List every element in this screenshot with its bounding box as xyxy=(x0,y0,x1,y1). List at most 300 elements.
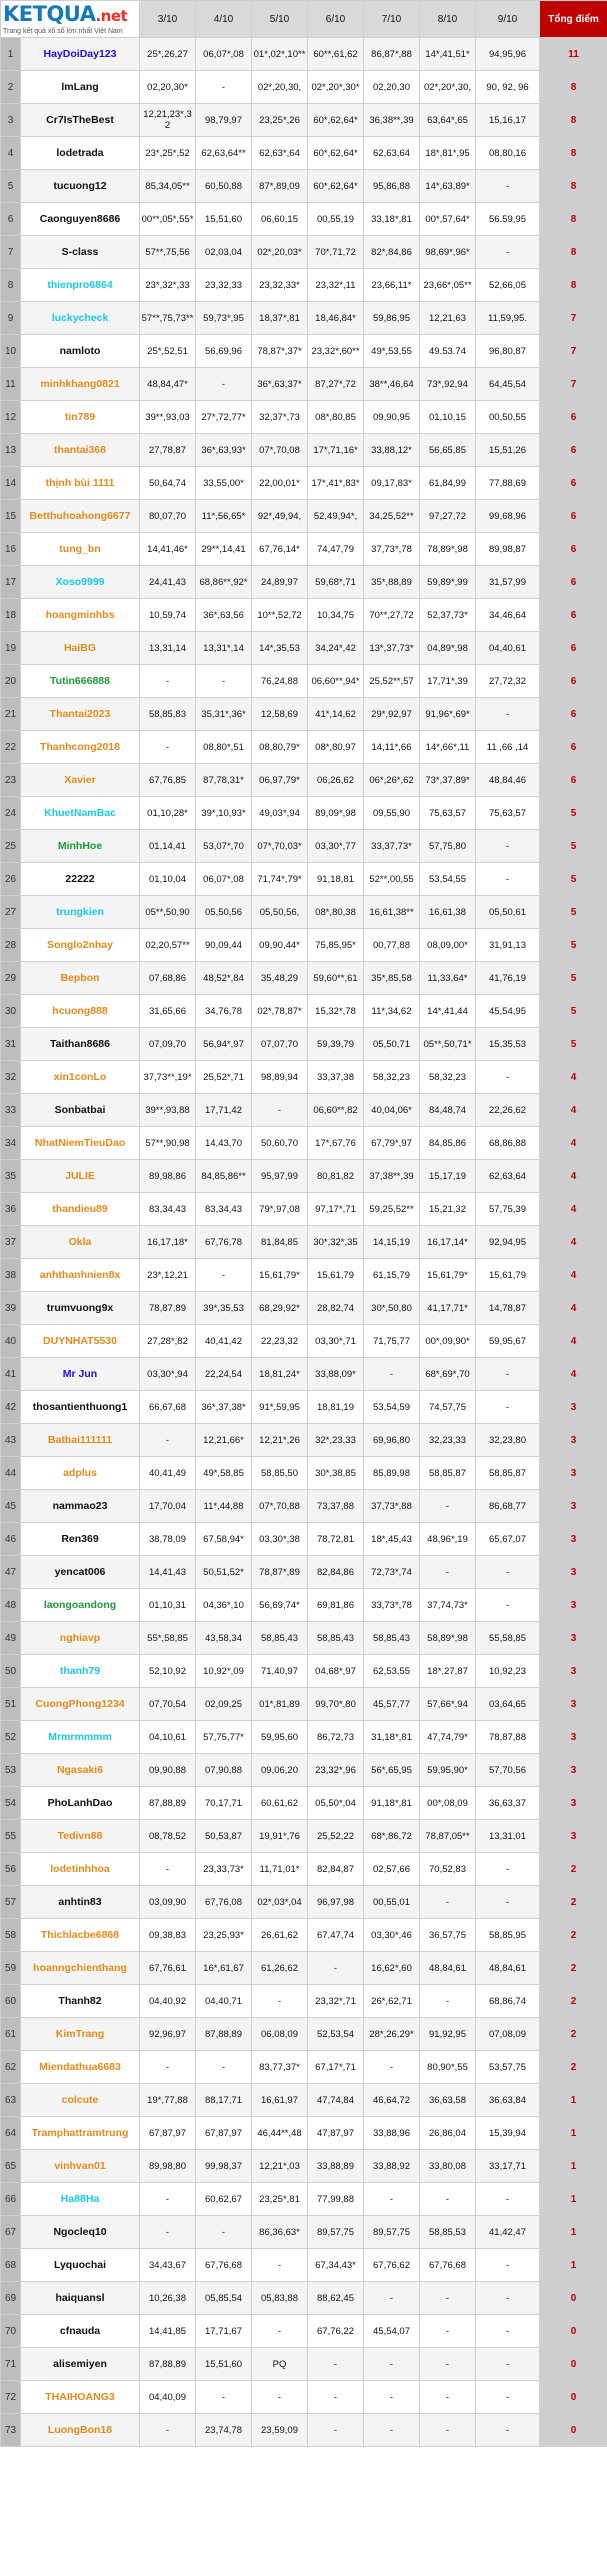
prediction-cell: 00*,57,64* xyxy=(420,203,476,236)
prediction-cell: 15,61,79 xyxy=(308,1259,364,1292)
row-number: 38 xyxy=(1,1259,21,1292)
prediction-cell: 14,41,46* xyxy=(140,533,196,566)
prediction-cell: 59,39,79 xyxy=(308,1028,364,1061)
prediction-cell: 50,51,52* xyxy=(196,1556,252,1589)
player-name[interactable]: LuongBon18 xyxy=(21,2414,140,2447)
table-row xyxy=(1,302,607,335)
prediction-cell: - xyxy=(476,2282,540,2315)
player-name[interactable]: Okla xyxy=(21,1226,140,1259)
prediction-cell: 67,87,97 xyxy=(196,2117,252,2150)
prediction-cell: 90,09,44 xyxy=(196,929,252,962)
prediction-cell: 78,72,81 xyxy=(308,1523,364,1556)
prediction-cell: 58,85,87 xyxy=(420,1457,476,1490)
prediction-cell: 11*,56,65* xyxy=(196,500,252,533)
prediction-cell: 08,78,52 xyxy=(140,1820,196,1853)
player-name[interactable]: yencat006 xyxy=(21,1556,140,1589)
player-name[interactable]: anhtin83 xyxy=(21,1886,140,1919)
prediction-cell: 67,76,14* xyxy=(252,533,308,566)
player-name[interactable]: minhkhang0821 xyxy=(21,368,140,401)
date-header: 8/10 xyxy=(420,1,476,38)
prediction-cell: 16,61,38 xyxy=(420,896,476,929)
prediction-cell: 53,54,55 xyxy=(420,863,476,896)
total-score: 0 xyxy=(540,2315,607,2348)
total-score: 8 xyxy=(540,269,607,302)
prediction-cell: 08,80*,51 xyxy=(196,731,252,764)
prediction-cell: 67,76,78 xyxy=(196,1226,252,1259)
table-row xyxy=(1,1523,607,1556)
prediction-cell: 11*,34,62 xyxy=(364,995,420,1028)
prediction-cell: 98,89,94 xyxy=(252,1061,308,1094)
prediction-cell: 57,75,39 xyxy=(476,1193,540,1226)
prediction-cell: 67,76,85 xyxy=(140,764,196,797)
table-row xyxy=(1,2117,607,2150)
player-name[interactable]: thandieu89 xyxy=(21,1193,140,1226)
logo-suffix: .net xyxy=(95,6,128,25)
total-score: 3 xyxy=(540,1820,607,1853)
player-name[interactable]: KimTrang xyxy=(21,2018,140,2051)
score-header: Tổng điểm xyxy=(540,1,607,38)
player-name[interactable]: Ngocleq10 xyxy=(21,2216,140,2249)
player-name[interactable]: Thichlacbe6868 xyxy=(21,1919,140,1952)
prediction-cell: 08,09,00* xyxy=(420,929,476,962)
prediction-cell: 07,90,88 xyxy=(196,1754,252,1787)
player-name[interactable]: luckycheck xyxy=(21,302,140,335)
prediction-cell: 24,89,97 xyxy=(252,566,308,599)
prediction-cell: 26,61,62 xyxy=(252,1919,308,1952)
total-score: 7 xyxy=(540,335,607,368)
row-number: 21 xyxy=(1,698,21,731)
prediction-cell: 33,88,89 xyxy=(308,2150,364,2183)
prediction-cell: 05**,50,71* xyxy=(420,1028,476,1061)
prediction-cell: - xyxy=(476,1589,540,1622)
player-name[interactable]: vinhvan01 xyxy=(21,2150,140,2183)
player-name[interactable]: Ngasaki6 xyxy=(21,1754,140,1787)
player-name[interactable]: Taithan8686 xyxy=(21,1028,140,1061)
total-score: 4 xyxy=(540,1160,607,1193)
prediction-cell: 57**,75,73** xyxy=(140,302,196,335)
site-logo[interactable] xyxy=(1,1,140,38)
prediction-cell: - xyxy=(476,1061,540,1094)
prediction-cell: 33,88,12* xyxy=(364,434,420,467)
prediction-cell: 86,72,73 xyxy=(308,1721,364,1754)
prediction-cell: 39*,35,53 xyxy=(196,1292,252,1325)
table-row xyxy=(1,236,607,269)
table-row xyxy=(1,1358,607,1391)
player-name[interactable]: MinhHoe xyxy=(21,830,140,863)
prediction-cell: 08*,80,38 xyxy=(308,896,364,929)
total-score: 3 xyxy=(540,1589,607,1622)
prediction-cell: 18,81,24* xyxy=(252,1358,308,1391)
prediction-cell: 98,79,97 xyxy=(196,104,252,137)
player-name[interactable]: PhoLanhDao xyxy=(21,1787,140,1820)
row-number: 26 xyxy=(1,863,21,896)
prediction-cell: 52**,00,55 xyxy=(364,863,420,896)
prediction-cell: 00*,08,09 xyxy=(420,1787,476,1820)
total-score: 2 xyxy=(540,1886,607,1919)
player-name[interactable]: Ren369 xyxy=(21,1523,140,1556)
prediction-cell: - xyxy=(476,236,540,269)
player-name[interactable]: alisemiyen xyxy=(21,2348,140,2381)
prediction-cell: 48,96*,19 xyxy=(420,1523,476,1556)
prediction-cell: - xyxy=(476,863,540,896)
prediction-cell: 67,76,68 xyxy=(420,2249,476,2282)
total-score: 2 xyxy=(540,1919,607,1952)
prediction-cell: 43,58,34 xyxy=(196,1622,252,1655)
prediction-cell: 07,68,86 xyxy=(140,962,196,995)
table-row xyxy=(1,1490,607,1523)
prediction-cell: 86,36,63* xyxy=(252,2216,308,2249)
total-score: 5 xyxy=(540,797,607,830)
prediction-cell: 04,40,92 xyxy=(140,1985,196,2018)
total-score: 6 xyxy=(540,467,607,500)
prediction-cell: 88,62,45 xyxy=(308,2282,364,2315)
prediction-cell: 29*,92,97 xyxy=(364,698,420,731)
prediction-cell: 07,07,70 xyxy=(252,1028,308,1061)
player-name[interactable]: Thanh82 xyxy=(21,1985,140,2018)
row-number: 55 xyxy=(1,1820,21,1853)
table-row xyxy=(1,1028,607,1061)
prediction-cell: 97,17*,71 xyxy=(308,1193,364,1226)
prediction-cell: 03,30*,71 xyxy=(308,1325,364,1358)
prediction-cell: 60*,62,64* xyxy=(308,137,364,170)
prediction-cell: - xyxy=(364,2348,420,2381)
prediction-cell: 23,25*,26 xyxy=(252,104,308,137)
prediction-cell: 37,73*,78 xyxy=(364,533,420,566)
table-row xyxy=(1,1754,607,1787)
player-name[interactable]: trungkien xyxy=(21,896,140,929)
player-name[interactable]: 22222 xyxy=(21,863,140,896)
prediction-cell: 90, 92, 96 xyxy=(476,71,540,104)
player-name[interactable]: CuongPhong1234 xyxy=(21,1688,140,1721)
player-name[interactable]: nghiavp xyxy=(21,1622,140,1655)
logo-tagline: Trang kết quả xổ số lớn nhất Việt Nam xyxy=(3,27,123,35)
prediction-cell: 18*,81*,95 xyxy=(420,137,476,170)
player-name[interactable]: Miendathua6683 xyxy=(21,2051,140,2084)
prediction-cell: 47,87,97 xyxy=(308,2117,364,2150)
prediction-cell: 45,54,07 xyxy=(364,2315,420,2348)
player-name[interactable]: Mr Jun xyxy=(21,1358,140,1391)
prediction-cell: - xyxy=(476,1391,540,1424)
total-score: 6 xyxy=(540,731,607,764)
player-name[interactable]: JULIE xyxy=(21,1160,140,1193)
prediction-cell: 78,87,89 xyxy=(140,1292,196,1325)
total-score: 7 xyxy=(540,368,607,401)
prediction-cell: 02*,03*,04 xyxy=(252,1886,308,1919)
prediction-cell: - xyxy=(420,2183,476,2216)
prediction-cell: 05,85,54 xyxy=(196,2282,252,2315)
player-name[interactable]: HaiBG xyxy=(21,632,140,665)
prediction-cell: 50,64,74 xyxy=(140,467,196,500)
table-row xyxy=(1,1721,607,1754)
table-row xyxy=(1,1622,607,1655)
total-score: 1 xyxy=(540,2084,607,2117)
prediction-cell: 23,33,73* xyxy=(196,1853,252,1886)
row-number: 51 xyxy=(1,1688,21,1721)
player-name[interactable]: Xavier xyxy=(21,764,140,797)
player-name[interactable]: thantai368 xyxy=(21,434,140,467)
prediction-cell: 36*,63,37* xyxy=(252,368,308,401)
player-name[interactable]: Xoso9999 xyxy=(21,566,140,599)
prediction-cell: 17*,67,76 xyxy=(308,1127,364,1160)
table-row xyxy=(1,500,607,533)
row-number: 37 xyxy=(1,1226,21,1259)
prediction-cell: 26,86,04 xyxy=(420,2117,476,2150)
prediction-cell: 15,51,60 xyxy=(196,203,252,236)
prediction-cell: 67,76,68 xyxy=(196,2249,252,2282)
prediction-cell: 68*,86,72 xyxy=(364,1820,420,1853)
prediction-cell: 06*,26*,62 xyxy=(364,764,420,797)
prediction-cell: 14,78,87 xyxy=(476,1292,540,1325)
prediction-cell: 62,63,64 xyxy=(476,1160,540,1193)
prediction-cell: 10,59,74 xyxy=(140,599,196,632)
prediction-cell: 38**,46,64 xyxy=(364,368,420,401)
total-score: 4 xyxy=(540,1226,607,1259)
prediction-cell: - xyxy=(308,2414,364,2447)
player-name[interactable]: thanh79 xyxy=(21,1655,140,1688)
player-name[interactable]: tung_bn xyxy=(21,533,140,566)
prediction-cell: 68,86**,92* xyxy=(196,566,252,599)
prediction-cell: 07,70,54 xyxy=(140,1688,196,1721)
player-name[interactable]: DUYNHAT5530 xyxy=(21,1325,140,1358)
prediction-cell: 19*,77,88 xyxy=(140,2084,196,2117)
prediction-cell: 59,68*,71 xyxy=(308,566,364,599)
table-row xyxy=(1,929,607,962)
player-name[interactable]: Bepbon xyxy=(21,962,140,995)
prediction-cell: 15,61,79* xyxy=(252,1259,308,1292)
prediction-cell: 00,55,01 xyxy=(364,1886,420,1919)
prediction-cell: 91,92,95 xyxy=(420,2018,476,2051)
player-name[interactable]: Lyquochai xyxy=(21,2249,140,2282)
prediction-cell: - xyxy=(308,2348,364,2381)
prediction-cell: 06,07*,08 xyxy=(196,863,252,896)
player-name[interactable]: thienpro6864 xyxy=(21,269,140,302)
table-row xyxy=(1,71,607,104)
prediction-cell: 79*,97,08 xyxy=(252,1193,308,1226)
row-number: 17 xyxy=(1,566,21,599)
prediction-cell: 08,80,16 xyxy=(476,137,540,170)
prediction-cell: 35,31*,36* xyxy=(196,698,252,731)
logo-main: KETQUA xyxy=(3,1,96,26)
prediction-cell: 35*,88,89 xyxy=(364,566,420,599)
player-name[interactable]: anhthanhnien8x xyxy=(21,1259,140,1292)
prediction-cell: - xyxy=(140,731,196,764)
prediction-cell: 95,86,88 xyxy=(364,170,420,203)
prediction-cell: - xyxy=(476,2315,540,2348)
prediction-cell: 13,31*,14 xyxy=(196,632,252,665)
total-score: 2 xyxy=(540,1985,607,2018)
player-name[interactable]: hoanngchienthang xyxy=(21,1952,140,1985)
prediction-cell: 70,52,83 xyxy=(420,1853,476,1886)
prediction-cell: 34,46,64 xyxy=(476,599,540,632)
prediction-cell: 52,10,92 xyxy=(140,1655,196,1688)
prediction-cell: 03,30*,94 xyxy=(140,1358,196,1391)
total-score: 3 xyxy=(540,1457,607,1490)
prediction-cell: 58,85,50 xyxy=(252,1457,308,1490)
player-name[interactable]: adplus xyxy=(21,1457,140,1490)
prediction-cell: 82*,84,86 xyxy=(364,236,420,269)
row-number: 8 xyxy=(1,269,21,302)
prediction-cell: 11*,44,88 xyxy=(196,1490,252,1523)
prediction-cell: - xyxy=(252,1094,308,1127)
total-score: 8 xyxy=(540,203,607,236)
prediction-cell: 59,95,60 xyxy=(252,1721,308,1754)
row-number: 66 xyxy=(1,2183,21,2216)
prediction-cell: 04,36*,10 xyxy=(196,1589,252,1622)
row-number: 43 xyxy=(1,1424,21,1457)
row-number: 61 xyxy=(1,2018,21,2051)
prediction-cell: 05,83,88 xyxy=(252,2282,308,2315)
prediction-cell: 89,98,86 xyxy=(140,1160,196,1193)
total-score: 6 xyxy=(540,401,607,434)
player-name[interactable]: Mrmrmmmm xyxy=(21,1721,140,1754)
table-row xyxy=(1,2051,607,2084)
player-name[interactable]: colcute xyxy=(21,2084,140,2117)
table-row xyxy=(1,1424,607,1457)
row-number: 12 xyxy=(1,401,21,434)
prediction-cell: 13*,37,73* xyxy=(364,632,420,665)
player-name[interactable]: lodetrada xyxy=(21,137,140,170)
prediction-cell: 91*,59,95 xyxy=(252,1391,308,1424)
player-name[interactable]: NhatNiemTieuDao xyxy=(21,1127,140,1160)
prediction-cell: 96,80,87 xyxy=(476,335,540,368)
player-name[interactable]: laongoandong xyxy=(21,1589,140,1622)
prediction-cell: 01,10,31 xyxy=(140,1589,196,1622)
prediction-cell: 07*,70,08 xyxy=(252,434,308,467)
prediction-cell: 36,38**,39 xyxy=(364,104,420,137)
prediction-cell: 08*,80,85 xyxy=(308,401,364,434)
row-number: 56 xyxy=(1,1853,21,1886)
table-row xyxy=(1,1556,607,1589)
prediction-cell: 02,20,57** xyxy=(140,929,196,962)
prediction-cell: 57,75,80 xyxy=(420,830,476,863)
prediction-cell: 52,66,05 xyxy=(476,269,540,302)
player-name[interactable]: xin1conLo xyxy=(21,1061,140,1094)
player-name[interactable]: hcuong888 xyxy=(21,995,140,1028)
table-row xyxy=(1,2150,607,2183)
prediction-cell: 58,85,43 xyxy=(364,1622,420,1655)
prediction-cell: 02,57,66 xyxy=(364,1853,420,1886)
prediction-cell: 09,90,95 xyxy=(364,401,420,434)
prediction-cell: 58,32,23 xyxy=(364,1061,420,1094)
row-number: 68 xyxy=(1,2249,21,2282)
row-number: 33 xyxy=(1,1094,21,1127)
player-name[interactable]: Tramphattramtrung xyxy=(21,2117,140,2150)
player-name[interactable]: cfnauda xyxy=(21,2315,140,2348)
player-name[interactable]: Betthuhoahong6677 xyxy=(21,500,140,533)
player-name[interactable]: Tedivn88 xyxy=(21,1820,140,1853)
player-name[interactable]: lmLang xyxy=(21,71,140,104)
player-name[interactable]: haiquansl xyxy=(21,2282,140,2315)
prediction-cell: 09,06,20 xyxy=(252,1754,308,1787)
prediction-cell: 76,24,88 xyxy=(252,665,308,698)
player-name[interactable]: S-class xyxy=(21,236,140,269)
total-score: 0 xyxy=(540,2282,607,2315)
player-name[interactable]: Thantai2023 xyxy=(21,698,140,731)
prediction-cell: 36,63,84 xyxy=(476,2084,540,2117)
prediction-cell: 16,17,14* xyxy=(420,1226,476,1259)
prediction-cell: - xyxy=(364,2282,420,2315)
player-name[interactable]: Thanhcong2018 xyxy=(21,731,140,764)
prediction-cell: 13,31,01 xyxy=(476,1820,540,1853)
player-name[interactable]: nammao23 xyxy=(21,1490,140,1523)
player-name[interactable]: Tutin666888 xyxy=(21,665,140,698)
player-name[interactable]: Cr7IsTheBest xyxy=(21,104,140,137)
prediction-cell: 35,48,29 xyxy=(252,962,308,995)
prediction-cell: 91,96*,69* xyxy=(420,698,476,731)
prediction-cell: 09,90,88 xyxy=(140,1754,196,1787)
player-name[interactable]: Sonbatbai xyxy=(21,1094,140,1127)
row-number: 25 xyxy=(1,830,21,863)
prediction-cell: - xyxy=(196,71,252,104)
table-row xyxy=(1,1886,607,1919)
total-score: 5 xyxy=(540,1028,607,1061)
prediction-cell: 10**,52,72 xyxy=(252,599,308,632)
date-header: 6/10 xyxy=(308,1,364,38)
player-name[interactable]: tucuong12 xyxy=(21,170,140,203)
table-row xyxy=(1,2249,607,2282)
player-name[interactable]: namloto xyxy=(21,335,140,368)
row-number: 57 xyxy=(1,1886,21,1919)
prediction-cell: 36*,63,56 xyxy=(196,599,252,632)
player-name[interactable]: tin789 xyxy=(21,401,140,434)
table-row xyxy=(1,731,607,764)
total-score: 4 xyxy=(540,1094,607,1127)
prediction-cell: 60,62,67 xyxy=(196,2183,252,2216)
prediction-cell: 56,69,96 xyxy=(196,335,252,368)
table-row xyxy=(1,104,607,137)
prediction-cell: 33,80,08 xyxy=(420,2150,476,2183)
total-score: 3 xyxy=(540,1490,607,1523)
prediction-cell: 27,28*,82 xyxy=(140,1325,196,1358)
table-row xyxy=(1,2018,607,2051)
total-score: 1 xyxy=(540,2216,607,2249)
player-name[interactable]: Batbai111111 xyxy=(21,1424,140,1457)
prediction-cell: 60,61,62 xyxy=(252,1787,308,1820)
prediction-cell: 72,73*,74 xyxy=(364,1556,420,1589)
player-name[interactable]: thịnh bùi 1111 xyxy=(21,467,140,500)
prediction-cell: 14*,66*,11 xyxy=(420,731,476,764)
table-row xyxy=(1,203,607,236)
prediction-cell: 06,97,79* xyxy=(252,764,308,797)
row-number: 6 xyxy=(1,203,21,236)
player-name[interactable]: Songlo2nhay xyxy=(21,929,140,962)
prediction-cell: 81,84,85 xyxy=(252,1226,308,1259)
player-name[interactable]: Caonguyen8686 xyxy=(21,203,140,236)
prediction-cell: 58,85,43 xyxy=(252,1622,308,1655)
total-score: 3 xyxy=(540,1787,607,1820)
prediction-cell: 78,87,88 xyxy=(476,1721,540,1754)
player-name[interactable]: KhuetNamBac xyxy=(21,797,140,830)
header-row xyxy=(1,1,607,38)
player-name[interactable]: THAIHOANG3 xyxy=(21,2381,140,2414)
player-name[interactable]: HayDoiDay123 xyxy=(21,38,140,71)
player-name[interactable]: Ha88Ha xyxy=(21,2183,140,2216)
prediction-cell: 62,63,64** xyxy=(196,137,252,170)
prediction-cell: 33,18*,81 xyxy=(364,203,420,236)
prediction-cell: - xyxy=(308,1952,364,1985)
table-row xyxy=(1,2315,607,2348)
prediction-cell: 60*,62,64* xyxy=(308,104,364,137)
player-name[interactable]: thosantienthuong1 xyxy=(21,1391,140,1424)
prediction-cell: 17,70,04 xyxy=(140,1490,196,1523)
player-name[interactable]: lodetinhhoa xyxy=(21,1853,140,1886)
player-name[interactable]: trumvuong9x xyxy=(21,1292,140,1325)
prediction-cell: 59,25,52** xyxy=(364,1193,420,1226)
player-name[interactable]: hoangminhbs xyxy=(21,599,140,632)
prediction-cell: 34,24*,42 xyxy=(308,632,364,665)
prediction-cell: - xyxy=(364,2051,420,2084)
table-row xyxy=(1,1985,607,2018)
